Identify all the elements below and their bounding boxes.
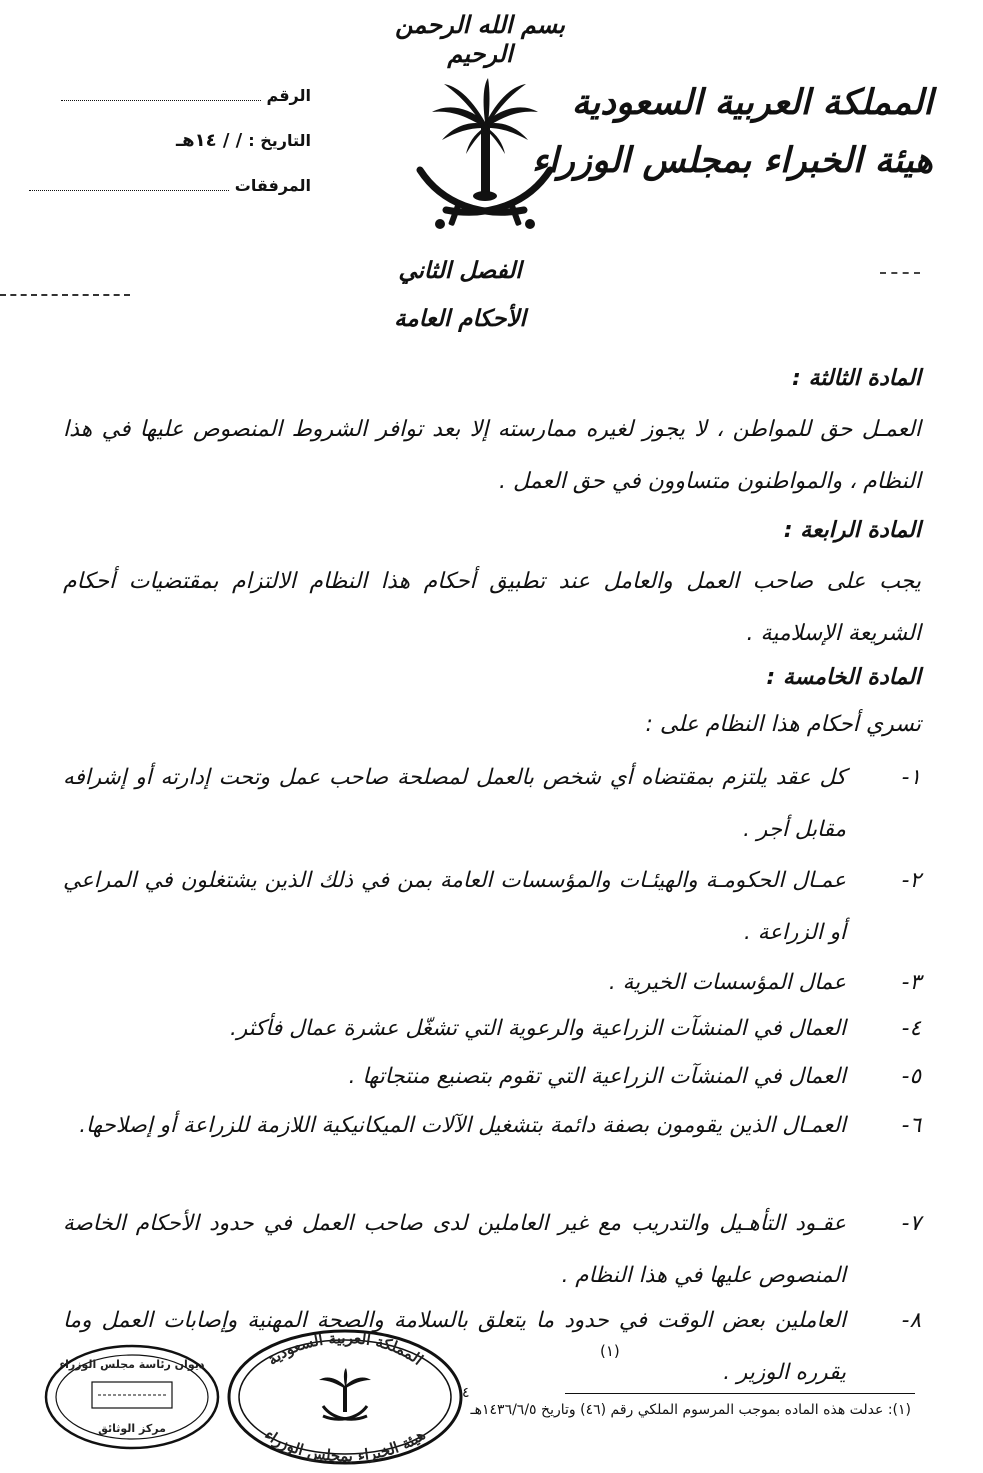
article-5-intro: تسري أحكام هذا النظام على :	[645, 712, 921, 737]
scan-artifact-line	[0, 294, 130, 296]
list-item-number: ٣-	[901, 970, 921, 995]
date-label: التاريخ :	[248, 131, 311, 150]
stamp-top-text: المملكة العربية السعودية	[263, 1328, 427, 1369]
article-5-title: المادة الخامسة :	[766, 665, 921, 690]
article-3-text: العمـل حق للمواطن ، لا يجوز لغيره ممارسته إلا بعد توافر الشروط المنصوص عليها في هذا النظام ، والمواطنون متساوون في حق العمل .	[63, 417, 921, 494]
list-item	[63, 752, 921, 856]
stamp-bottom-text: هيئة الخبراء بمجلس الوزراء	[261, 1425, 429, 1465]
article-4-text: يجب على صاحب العمل والعامل عند تطبيق أحكام هذا النظام الالتزام بمقتضيات أحكام الشريعة الإسلامية .	[63, 569, 921, 646]
list-item-number: ٦-	[901, 1113, 921, 1138]
government-name: المملكة العربية السعودية	[571, 82, 933, 123]
list-item	[63, 855, 921, 959]
list-item	[63, 1100, 921, 1152]
reference-number-line	[61, 99, 261, 101]
list-item-number: ٢-	[901, 868, 921, 893]
list-item-text: العمال في المنشآت الزراعية التي تقوم بتصنيع منتجاتها .	[348, 1064, 846, 1089]
archive-stamp	[42, 1342, 222, 1452]
list-item-text: العمـال الذين يقومون بصفة دائمة بتشغيل الآلات الميكانيكية اللازمة للزراعة أو إصلاحها.	[79, 1113, 846, 1138]
scan-artifact-mark	[880, 272, 920, 274]
article-3-title: المادة الثالثة :	[792, 366, 921, 391]
list-item-text: عقـود التأهـيل والتدريب مع غير العاملين لدى صاحب العمل في حدود الأحكام الخاصة المنصوص عليها في هذا النظام .	[63, 1211, 846, 1288]
archive-stamp-top-text: ديوان رئاسة مجلس الوزراء	[59, 1358, 205, 1371]
official-seal-stamp	[225, 1328, 465, 1466]
saudi-emblem-icon	[412, 78, 558, 240]
list-item-text: عمـال الحكومـة والهيئـات والمؤسسات العامة بمن في ذلك الذين يشتغلون في المراعي أو الزراعة .	[63, 868, 846, 945]
list-item	[63, 1003, 921, 1055]
footnote-text: (١): عدلت هذه الماده بموجب المرسوم الملكي رقم (٤٦) وتاريخ ١٤٣٦/٦/٥هـ	[470, 1402, 911, 1418]
authority-name: هيئة الخبراء بمجلس الوزراء	[531, 140, 933, 181]
footnote-marker: (١)	[600, 1342, 620, 1360]
list-item	[63, 957, 921, 1009]
svg-text:المملكة العربية السعودية	[264, 1329, 427, 1369]
basmala: بسم الله الرحمن الرحيم	[395, 10, 565, 68]
reference-number-label: الرقم	[266, 86, 311, 105]
list-item-text: كل عقد يلتزم بمقتضاه أي شخص بالعمل لمصلحة صاحب عمل وتحت إدارته أو إشرافه مقابل أجر .	[63, 765, 846, 842]
list-item	[63, 1051, 921, 1103]
attachments-line	[29, 189, 229, 191]
chapter-title: الفصل الثاني	[398, 258, 522, 284]
list-item	[63, 1198, 921, 1302]
attachments-field	[29, 176, 311, 195]
list-item-text: عمال المؤسسات الخيرية .	[608, 970, 846, 995]
chapter-subtitle: الأحكام العامة	[394, 306, 526, 332]
date-field	[176, 130, 311, 151]
date-value: / / ١٤هـ	[175, 130, 243, 151]
list-item-number: ٤-	[901, 1016, 921, 1041]
article-4-title: المادة الرابعة :	[783, 518, 921, 543]
footnote-divider	[565, 1393, 915, 1394]
list-item-text: العمال في المنشآت الزراعية والرعوية التي تشغّل عشرة عمال فأكثر.	[230, 1016, 846, 1041]
svg-text:هيئة الخبراء بمجلس الوزراء	[261, 1426, 428, 1466]
attachments-label: المرفقات	[234, 176, 311, 195]
stamp-emblem-icon	[319, 1368, 371, 1419]
page-number: ٤	[462, 1385, 470, 1401]
list-item-number: ٧-	[901, 1211, 921, 1236]
list-item-number: ٨-	[901, 1308, 921, 1333]
list-item-text: العاملين بعض الوقت في حدود ما يتعلق بالسلامة والصحة المهنية وإصابات العمل وما يقرره الوزير .	[63, 1308, 846, 1385]
list-item-number: ٥-	[901, 1064, 921, 1089]
reference-number-field	[61, 86, 311, 105]
list-item-number: ١-	[901, 765, 921, 790]
archive-stamp-bottom-text: مركز الوثائق	[98, 1422, 166, 1435]
